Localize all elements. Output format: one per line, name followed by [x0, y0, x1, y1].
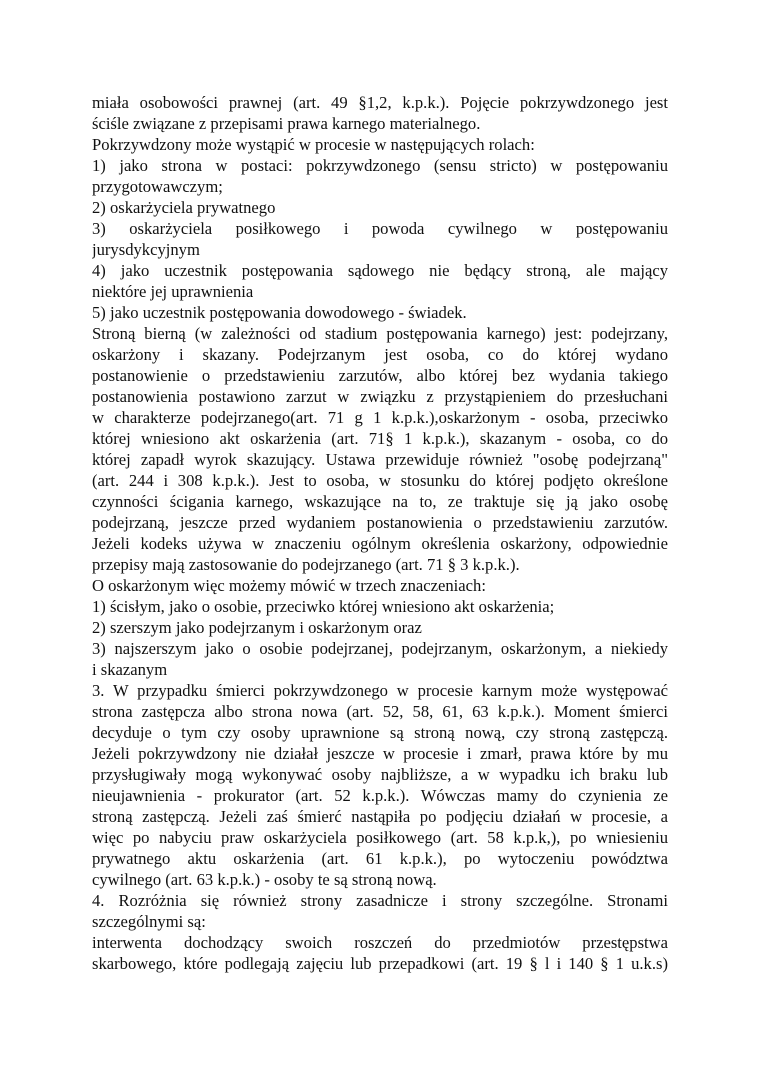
text-line: której wniesiono akt oskarżenia (art. 71§ 1 k.p.k.), skazanym - osoba, co do — [92, 429, 668, 448]
text-line: ściśle związane z przepisami prawa karnego materialnego. — [92, 114, 481, 133]
text-line: przepisy mają zastosowanie do podejrzanego (art. 71 § 3 k.p.k.). — [92, 555, 520, 574]
text-line: przygotowawczym; — [92, 177, 223, 196]
text-line: prywatnego aktu oskarżenia (art. 61 k.p.k.), po wytoczeniu powództwa — [92, 849, 668, 868]
text-line: O oskarżonym więc możemy mówić w trzech znaczeniach: — [92, 576, 486, 595]
text-line: (art. 244 i 308 k.p.k.). Jest to osoba, w stosunku do której podjęto określone — [92, 471, 668, 490]
text-line: miała osobowości prawnej (art. 49 §1,2, k.p.k.). Pojęcie pokrzywdzonego jest — [92, 93, 668, 112]
text-line: 5) jako uczestnik postępowania dowodowego - świadek. — [92, 303, 467, 322]
text-line: 4. Rozróżnia się również strony zasadnicze i strony szczególne. Stronami — [92, 891, 668, 910]
text-line: i skazanym — [92, 660, 168, 679]
text-line: 1) jako strona w postaci: pokrzywdzonego (sensu stricto) w postępowaniu — [92, 156, 668, 175]
text-line: strona zastępcza albo strona nowa (art. 52, 58, 61, 63 k.p.k.). Moment śmierci — [92, 702, 668, 721]
text-line: cywilnego (art. 63 k.p.k.) - osoby te są stroną nową. — [92, 870, 437, 889]
text-line: czynności ścigania karnego, wskazujące na to, ze traktuje się ją jako osobę — [92, 492, 668, 511]
text-line: skarbowego, które podlegają zajęciu lub przepadkowi (art. 19 § l i 140 § 1 u.k.s) — [92, 954, 668, 973]
text-line: szczególnymi są: — [92, 912, 206, 931]
text-line: postanowienie o przedstawieniu zarzutów, albo której bez wydania takiego — [92, 366, 668, 385]
text-line: interwenta dochodzący swoich roszczeń do przedmiotów przestępstwa — [92, 933, 668, 952]
text-line: więc po nabyciu praw oskarżyciela posiłkowego (art. 58 k.p.k,), po wniesieniu — [92, 828, 668, 847]
text-line: postanowienia postawiono zarzut w związku z przystąpieniem do przesłuchani — [92, 387, 668, 406]
text-line: 3) oskarżyciela posiłkowego i powoda cywilnego w postępowaniu — [92, 219, 668, 238]
text-line: Jeżeli pokrzywdzony nie działał jeszcze w procesie i zmarł, prawa które by mu — [92, 744, 668, 763]
text-line: 4) jako uczestnik postępowania sądowego nie będący stroną, ale mający — [92, 261, 668, 280]
text-line: przysługiwały mogą wykonywać osoby najbliższe, a w wypadku ich braku lub — [92, 765, 668, 784]
text-line: której zapadł wyrok skazujący. Ustawa przewiduje również "osobę podejrzaną" — [92, 450, 668, 469]
text-line: w charakterze podejrzanego(art. 71 g 1 k.p.k.),oskarżonym - osoba, przeciwko — [92, 408, 668, 427]
text-line: podejrzaną, jeszcze przed wydaniem postanowienia o przedstawieniu zarzutów. — [92, 513, 668, 532]
text-line: 2) szerszym jako podejrzanym i oskarżonym oraz — [92, 618, 422, 637]
text-line: oskarżony i skazany. Podejrzanym jest osoba, co do której wydano — [92, 345, 668, 364]
text-line: niektóre jej uprawnienia — [92, 282, 254, 301]
text-line: jurysdykcyjnym — [92, 240, 200, 259]
text-line: stroną zastępczą. Jeżeli zaś śmierć nastąpiła po podjęciu działań w procesie, a — [92, 807, 668, 826]
text-line: 1) ścisłym, jako o osobie, przeciwko której wniesiono akt oskarżenia; — [92, 597, 555, 616]
text-line: Stroną bierną (w zależności od stadium postępowania karnego) jest: podejrzany, — [92, 324, 668, 343]
text-line: 2) oskarżyciela prywatnego — [92, 198, 276, 217]
text-line: 3. W przypadku śmierci pokrzywdzonego w procesie karnym może występować — [92, 681, 668, 700]
text-line: nieujawnienia - prokurator (art. 52 k.p.k.). Wówczas mamy do czynienia ze — [92, 786, 668, 805]
text-line: 3) najszerszym jako o osobie podejrzanej, podejrzanym, oskarżonym, a niekiedy — [92, 639, 668, 658]
text-line: Jeżeli kodeks używa w znaczeniu ogólnym określenia oskarżony, odpowiednie — [92, 534, 668, 553]
text-line: Pokrzywdzony może wystąpić w procesie w następujących rolach: — [92, 135, 535, 154]
text-line: decyduje o tym czy osoby uprawnione są stroną nową, czy stroną zastępczą. — [92, 723, 668, 742]
